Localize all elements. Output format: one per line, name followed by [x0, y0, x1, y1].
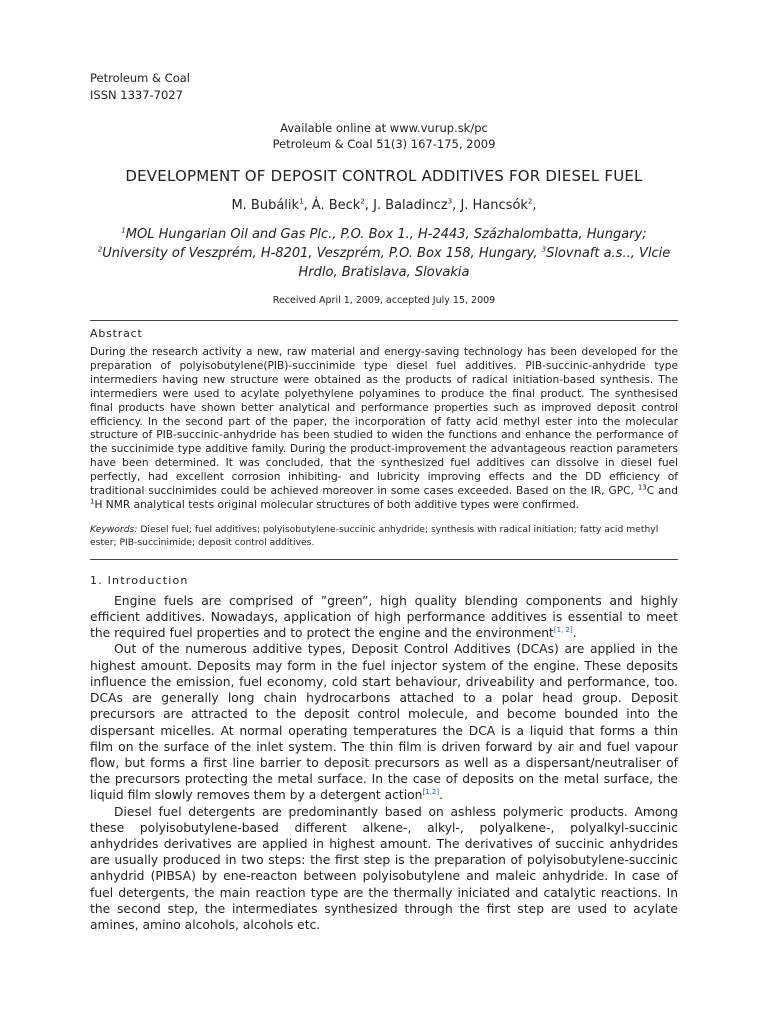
author-sup: 3	[447, 197, 453, 206]
author: M. Bubálik	[231, 198, 300, 213]
paragraph: Engine fuels are comprised of ”green”, high quality blending components and highly efficient additives. Nowadays, application of high performance additives is essential to meet the required fuel properties and to protect the engine and the environment[1, 2].	[90, 593, 678, 641]
journal-header	[90, 70, 678, 104]
keywords	[90, 523, 678, 549]
author: Á. Beck	[311, 198, 361, 213]
keywords-text: Diesel fuel; fuel additives; polyisobutylene-succinic anhydride; synthesis with radical initiation; fatty acid methyl ester; PIB-succinimide; deposit control additives.	[90, 523, 659, 548]
affiliation: Slovnaft a.s.., Vlcie Hrdlo, Bratislava, Slovakia	[298, 246, 671, 280]
author: J. Baladincz	[373, 198, 448, 213]
author-sup: 1	[299, 197, 304, 206]
abstract-heading: Abstract	[90, 327, 143, 340]
keywords-label: Keywords:	[90, 523, 138, 535]
divider-top	[90, 320, 678, 321]
affiliation: MOL Hungarian Oil and Gas Plc., P.O. Box 1., H-2443, Százhalombatta, Hungary;	[125, 227, 647, 242]
journal-name: Petroleum & Coal	[90, 71, 190, 85]
citation: Petroleum & Coal 51(3) 167-175, 2009	[272, 137, 496, 151]
affiliations	[90, 225, 678, 282]
received-date: Received April 1, 2009, accepted July 15, 2009	[272, 295, 496, 306]
citation-ref[interactable]: [1,2]	[422, 788, 440, 797]
author-list: M. Bubálik$^1$, Á. Beck$^2$, J. Baladincz$^3$, J. Hancsók$^2$,	[231, 197, 537, 213]
section-heading-introduction: 1. Introduction	[90, 573, 189, 587]
author-sup: 2	[360, 197, 365, 206]
introduction-body	[90, 593, 678, 933]
paragraph: Out of the numerous additive types, Deposit Control Additives (DCAs) are applied in the highest amount. Deposits may form in the fuel injector system of the engine. These deposits influence the emission, fuel economy, cold start behaviour, driveability and performance, too. DCAs are generally long chain hydrocarbons attached to a polar head group. Deposit precursors are attracted to the deposit control molecule, and become bounded into the dispersant micelles. At normal operating temperatures the DCA is a liquid that forms a thin film on the surface of the inlet system. The thin film is driven forward by air and fuel vapour flow, but forms a first line barrier to deposit precursors as well as a dispersant/neutraliser of the precursors protecting the metal surface. In the case of deposits on the metal surface, the liquid film slowly removes them by a detergent action[1,2].	[90, 642, 678, 803]
citation-ref[interactable]: [1, 2]	[553, 626, 573, 635]
paragraph: Diesel fuel detergents are predominantly based on ashless polymeric products. Among these polyisobutylene-based different alkene-, alkyl-, polyalkene-, polyalkyl-succinic anhydrides derivatives are applied in highest amount. The derivatives of succinic anhydrides are usually produced in two steps: the first step is the preparation of polyisobutylene-succinic anhydrid (PIBSA) by ene-reacton between polyisobutylene and maleic anhydride. In case of fuel detergents, the main reaction type are the thermally iniciated and catalytic reactions. In the second step, the intermediates synthesized through the first step are used to acylate amines, amino alcohols, alcohols etc.	[90, 804, 678, 932]
paper-page	[90, 70, 678, 933]
affiliation: University of Veszprém, H-8201, Veszprém, P.O. Box 158, Hungary,	[102, 246, 538, 261]
journal-issn: ISSN 1337-7027	[90, 88, 183, 102]
online-url[interactable]: Available online at www.vurup.sk/pc	[280, 121, 488, 135]
affil-sup: 2	[97, 245, 103, 254]
availability	[90, 120, 678, 152]
paper-title: DEVELOPMENT OF DEPOSIT CONTROL ADDITIVES FOR DIESEL FUEL	[125, 167, 643, 185]
author: J. Hancsók	[460, 198, 528, 213]
abstract-text: During the research activity a new, raw material and energy-saving technology has been developed for the preparation of polyisobutylene(PIB)-succinimide type diesel fuel additives. PIB-succinic-anhydride type intermediers having new structure were obtained as the products of radical initiation-based synthesis. The intermediers were used to acylate polyethylene polyamines to produce the final product. The synthesised final products have shown better analytical and performance properties such as improved deposit control efficiency. In the second part of the paper, the incorporation of fatty acid methyl ester into the molecular structure of PIB-succinic-anhydride has been studied to widen the functions and enhance the performance of the succinimide type additive family. During the product-improvement the advantageous reaction parameters have been determined. It was concluded, that the synthesized fuel additives can dissolve in diesel fuel perfectly, had excellent corrosion inhibiting- and lubricity improving effects and the DD efficiency of traditional succinimides could be achieved moreover in some cases exceeded. Based on the IR, GPC, $^{13}$C and $^1$H NMR analytical tests original molecular structures of both additive types were confirmed.	[90, 346, 678, 511]
affil-sup: 1	[121, 226, 126, 235]
affil-sup: 3	[541, 245, 547, 254]
author-sup: 2	[527, 197, 533, 206]
divider-bottom	[90, 559, 678, 560]
